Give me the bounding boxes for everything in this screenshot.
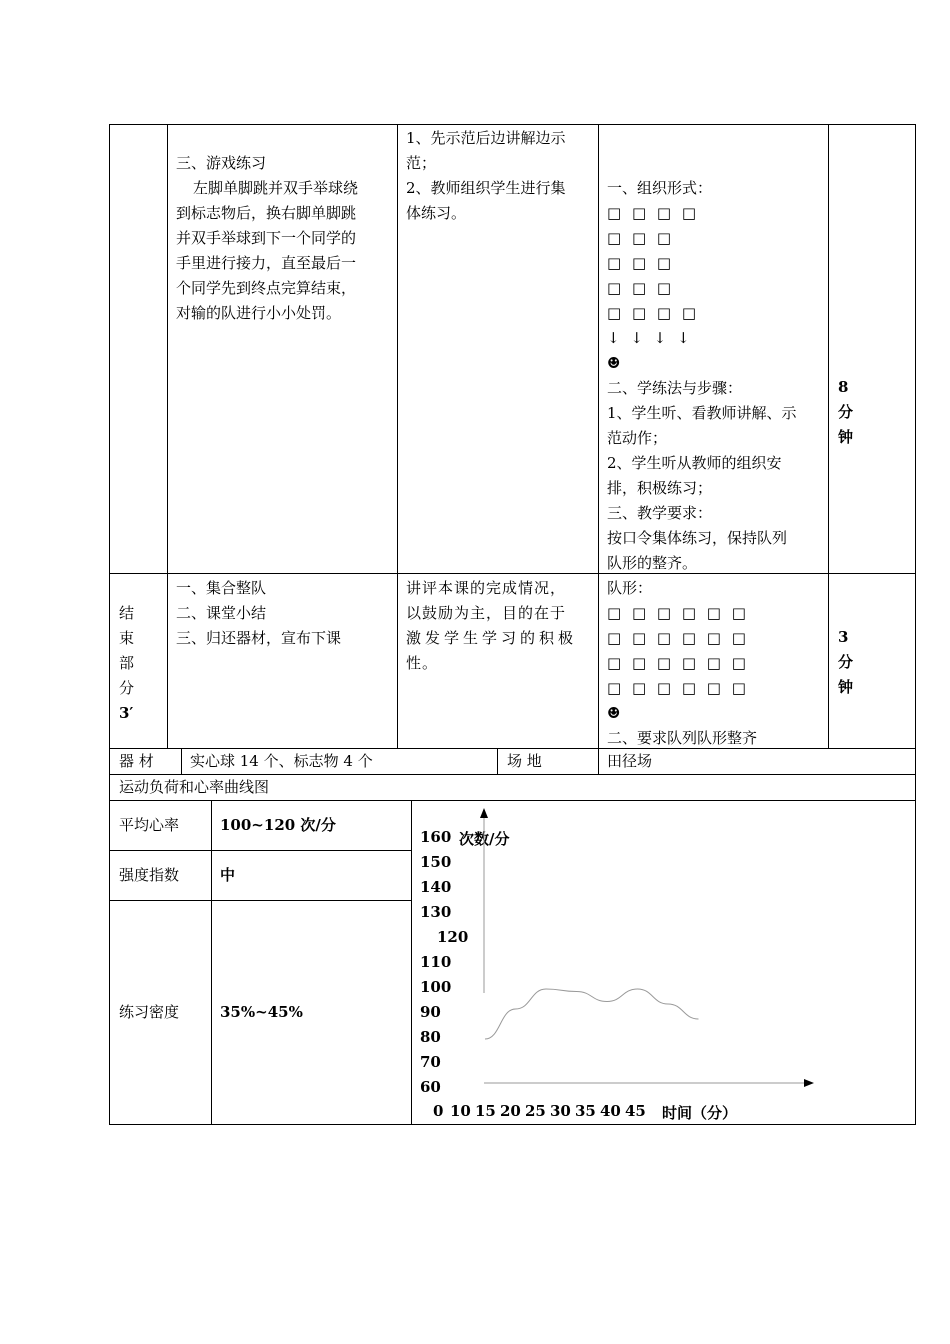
chart-plot [412,801,914,1124]
end-line: 一、集合整队 [176,579,267,597]
table-border-right [915,124,916,1125]
x-tick-label: 20 [500,1102,521,1120]
student-line: 二、学练法与步骤： [607,379,743,397]
end-line: 三、归还器材，宣布下课 [176,629,342,647]
part-char: 结 [119,604,135,622]
student-line: 二、要求队列队形整齐 [607,729,758,747]
venue-label: 场 地 [507,752,542,770]
game-student-cell [607,176,825,576]
y-tick-label: 110 [420,953,452,971]
teacher-line: 范； [406,154,437,172]
intensity-value: 中 [220,866,236,884]
formation-row: □ □ □ [607,279,675,297]
game-line: 手里进行接力，直至最后一 [176,254,357,272]
end-teacher-cell [406,576,596,676]
x-tick-label: 25 [525,1102,546,1120]
y-axis-label: 次数/分 [459,830,510,848]
formation-row: □ □ □ [607,229,675,247]
teacher-line: 激发学生学习的积极 [406,629,578,647]
student-line: 范动作； [607,429,668,447]
y-tick-label: 80 [420,1028,441,1046]
student-line: 按口令集体练习，保持队列 [607,529,788,547]
intensity-label: 强度指数 [119,866,180,884]
end-part-label [119,601,134,726]
formation-row: □ □ □ □ [607,204,699,222]
end-line: 二、课堂小结 [176,604,267,622]
student-line: 2、学生听从教师的组织安 [607,454,782,472]
formation-row: □ □ □ □ □ □ [607,654,749,672]
student-line: 一、组织形式： [607,179,713,197]
game-line: 对输的队进行小小处罚。 [176,304,342,322]
time-digit: 3 [838,628,849,646]
student-line: 队形： [607,579,653,597]
part-duration: 3′ [119,704,134,722]
formation-row: □ □ □ □ □ □ [607,629,749,647]
table-border-left [109,124,110,1125]
direction-arrows: ↓ ↓ ↓ ↓ [607,329,693,347]
col-divider [167,124,168,749]
teacher-smiley-icon: ☻ [607,704,621,722]
teacher-line: 2、教师组织学生进行集 [406,179,566,197]
formation-row: □ □ □ □ □ □ [607,604,749,622]
y-tick-label: 70 [420,1053,441,1071]
part-char: 部 [119,654,135,672]
y-tick-label: 160 [420,828,452,846]
end-student-cell [607,576,825,751]
load-section-title: 运动负荷和心率曲线图 [119,778,270,796]
col-divider [397,124,398,749]
row-divider [109,850,411,851]
time-unit: 分 [838,653,854,671]
density-label: 练习密度 [119,1003,180,1021]
end-content-cell [176,576,394,651]
y-tick-label: 150 [420,853,452,871]
student-line: 1、学生听、看教师讲解、示 [607,404,797,422]
teacher-line: 性。 [406,654,439,672]
game-teacher-cell [406,126,596,226]
col-divider [828,124,829,749]
time-unit: 分 [838,403,854,421]
y-axis-arrow-icon [480,808,488,818]
col-divider [497,748,498,774]
part-char: 束 [119,629,135,647]
end-time-cell [838,625,853,700]
formation-row: □ □ □ [607,254,675,272]
x-axis-arrow-icon [804,1079,814,1087]
time-unit: 钟 [838,428,854,446]
table-border-top [109,124,915,125]
heart-rate-value: 100~120 次/分 [220,816,336,834]
venue-value: 田径场 [607,752,653,770]
teacher-line: 体练习。 [406,204,467,222]
student-line: 排，积极练习； [607,479,713,497]
formation-row: □ □ □ □ [607,304,699,322]
x-tick-label: 40 [600,1102,621,1120]
game-line: 到标志物后，换右脚单脚跳 [176,204,357,222]
time-digit: 8 [838,378,849,396]
y-tick-label: 60 [420,1078,441,1096]
col-divider [181,748,182,774]
x-axis-label: 时间（分） [662,1104,738,1122]
x-tick-label: 15 [475,1102,496,1120]
game-line: 左脚单脚跳并双手举球绕 [193,179,359,197]
part-char: 分 [119,679,135,697]
heart-rate-label: 平均心率 [119,816,180,834]
x-tick-label: 30 [550,1102,571,1120]
teacher-line: 讲评本课的完成情况， [406,579,567,597]
equipment-label: 器 材 [119,752,154,770]
game-line: 个同学先到终点完算结束， [176,279,357,297]
teacher-smiley-icon: ☻ [607,354,621,372]
heart-rate-chart [412,801,914,1124]
x-tick-label: 0 [433,1102,444,1120]
game-line: 并双手举球到下一个同学的 [176,229,357,247]
heart-rate-curve [485,989,699,1039]
equipment-value: 实心球 14 个、标志物 4 个 [190,752,373,770]
y-tick-label: 90 [420,1003,441,1021]
table-border-bottom [109,1124,915,1125]
y-tick-label: 120 [437,928,469,946]
y-tick-label: 100 [420,978,452,996]
game-time-cell [838,375,853,450]
teacher-line: 以鼓励为主，目的在于 [406,604,567,622]
x-tick-label: 35 [575,1102,596,1120]
student-line: 三、教学要求： [607,504,713,522]
y-tick-label: 140 [420,878,452,896]
time-unit: 钟 [838,678,854,696]
density-value: 35%~45% [220,1003,303,1021]
teacher-line: 1、先示范后边讲解边示 [406,129,566,147]
x-tick-label: 45 [625,1102,646,1120]
student-line: 队形的整齐。 [607,554,698,572]
y-tick-label: 130 [420,903,452,921]
game-content-cell [176,151,394,326]
row-divider [109,900,411,901]
formation-row: □ □ □ □ □ □ [607,679,749,697]
col-divider [211,800,212,1125]
col-divider [598,124,599,774]
x-tick-label: 10 [450,1102,471,1120]
game-title: 三、游戏练习 [176,154,267,172]
